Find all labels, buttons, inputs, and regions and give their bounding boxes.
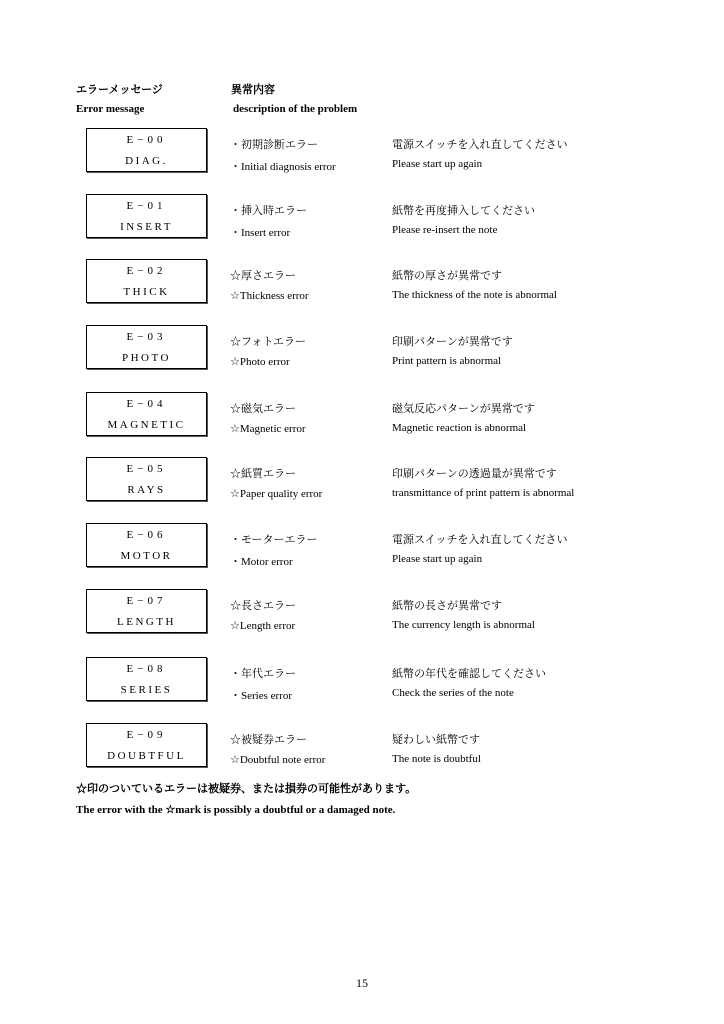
header-error-message-en: Error message xyxy=(76,103,145,115)
error-action-en: Please start up again xyxy=(392,553,483,565)
error-action-en: The currency length is abnormal xyxy=(392,619,535,631)
error-action-en: Please start up again xyxy=(392,158,483,170)
error-code: E−00 xyxy=(126,134,167,146)
footnote-ja: ☆印のついているエラーは被疑券、または損券の可能性があります。 xyxy=(76,783,417,795)
error-action-en: The note is doubtful xyxy=(392,753,481,765)
error-display-label: DIAG. xyxy=(125,155,168,167)
error-code-box xyxy=(86,259,207,303)
page-number: 15 xyxy=(356,976,368,990)
error-action-ja: 紙幣の厚さが異常です xyxy=(392,270,502,282)
error-code-box xyxy=(86,523,207,567)
error-description-ja: ☆被疑券エラー xyxy=(230,734,307,746)
error-description-en: ☆Magnetic error xyxy=(230,423,306,435)
error-display-label: MOTOR xyxy=(120,550,173,562)
error-code-box xyxy=(86,457,207,501)
error-action-en: transmittance of print pattern is abnormal xyxy=(392,487,575,499)
error-description-en: ・Insert error xyxy=(230,227,291,239)
error-action-ja: 紙幣の長さが異常です xyxy=(392,600,502,612)
error-code: E−01 xyxy=(126,200,167,212)
error-description-en: ☆Paper quality error xyxy=(230,488,323,500)
error-code: E−05 xyxy=(126,463,167,475)
error-action-ja: 電源スイッチを入れ直してください xyxy=(392,139,568,151)
error-code-box xyxy=(86,392,207,436)
error-action-ja: 磁気反応パターンが異常です xyxy=(392,403,535,415)
error-code: E−06 xyxy=(126,529,167,541)
error-action-ja: 紙幣の年代を確認してください xyxy=(392,668,546,680)
error-action-en: Print pattern is abnormal xyxy=(392,355,502,367)
header-description-ja: 異常内容 xyxy=(231,84,275,96)
error-code: E−02 xyxy=(126,265,167,277)
error-code-box xyxy=(86,657,207,701)
error-display-label: THICK xyxy=(123,286,170,298)
error-display-label: LENGTH xyxy=(117,616,176,628)
error-action-ja: 紙幣を再度挿入してください xyxy=(392,205,535,217)
error-action-en: Check the series of the note xyxy=(392,687,514,699)
footnote-en: The error with the ☆mark is possibly a doubtful or a damaged note. xyxy=(76,804,396,816)
error-code: E−03 xyxy=(126,331,167,343)
error-description-ja: ☆磁気エラー xyxy=(230,403,296,415)
error-description-ja: ☆フォトエラー xyxy=(230,336,307,348)
error-code-box xyxy=(86,723,207,767)
error-code: E−08 xyxy=(126,663,167,675)
error-description-en: ・Initial diagnosis error xyxy=(230,161,336,173)
error-description-en: ・Series error xyxy=(230,690,293,702)
error-description-ja: ☆紙質エラー xyxy=(230,468,296,480)
error-action-en: The thickness of the note is abnormal xyxy=(392,289,557,301)
header-error-message-ja: エラーメッセージ xyxy=(76,84,163,96)
error-description-ja: ☆厚さエラー xyxy=(230,270,296,282)
error-action-ja: 印刷パターンが異常です xyxy=(392,336,513,348)
error-description-en: ☆Photo error xyxy=(230,356,290,368)
error-action-en: Magnetic reaction is abnormal xyxy=(392,422,527,434)
error-action-ja: 印刷パターンの透過量が異常です xyxy=(392,468,557,480)
error-description-en: ☆Thickness error xyxy=(230,290,309,302)
error-action-ja: 疑わしい紙幣です xyxy=(392,734,480,746)
error-code-box xyxy=(86,128,207,172)
error-display-label: DOUBTFUL xyxy=(107,750,186,762)
error-description-ja: ・モーターエラー xyxy=(230,534,318,546)
error-code: E−07 xyxy=(126,595,167,607)
error-display-label: INSERT xyxy=(120,221,173,233)
error-code: E−04 xyxy=(126,398,167,410)
error-display-label: RAYS xyxy=(127,484,166,496)
error-display-label: MAGNETIC xyxy=(107,419,186,431)
error-action-ja: 電源スイッチを入れ直してください xyxy=(392,534,568,546)
error-code-box xyxy=(86,589,207,633)
error-action-en: Please re-insert the note xyxy=(392,224,498,236)
error-description-en: ・Motor error xyxy=(230,556,293,568)
error-description-ja: ・年代エラー xyxy=(230,668,296,680)
error-description-ja: ・挿入時エラー xyxy=(230,205,307,217)
error-description-en: ☆Length error xyxy=(230,620,296,632)
header-description-en: description of the problem xyxy=(233,103,358,115)
error-description-en: ☆Doubtful note error xyxy=(230,754,326,766)
error-display-label: SERIES xyxy=(120,684,173,696)
error-code-box xyxy=(86,194,207,238)
error-description-ja: ・初期診断エラー xyxy=(230,139,318,151)
error-display-label: PHOTO xyxy=(122,352,171,364)
error-code-box xyxy=(86,325,207,369)
error-description-ja: ☆長さエラー xyxy=(230,600,296,612)
error-code: E−09 xyxy=(126,729,167,741)
